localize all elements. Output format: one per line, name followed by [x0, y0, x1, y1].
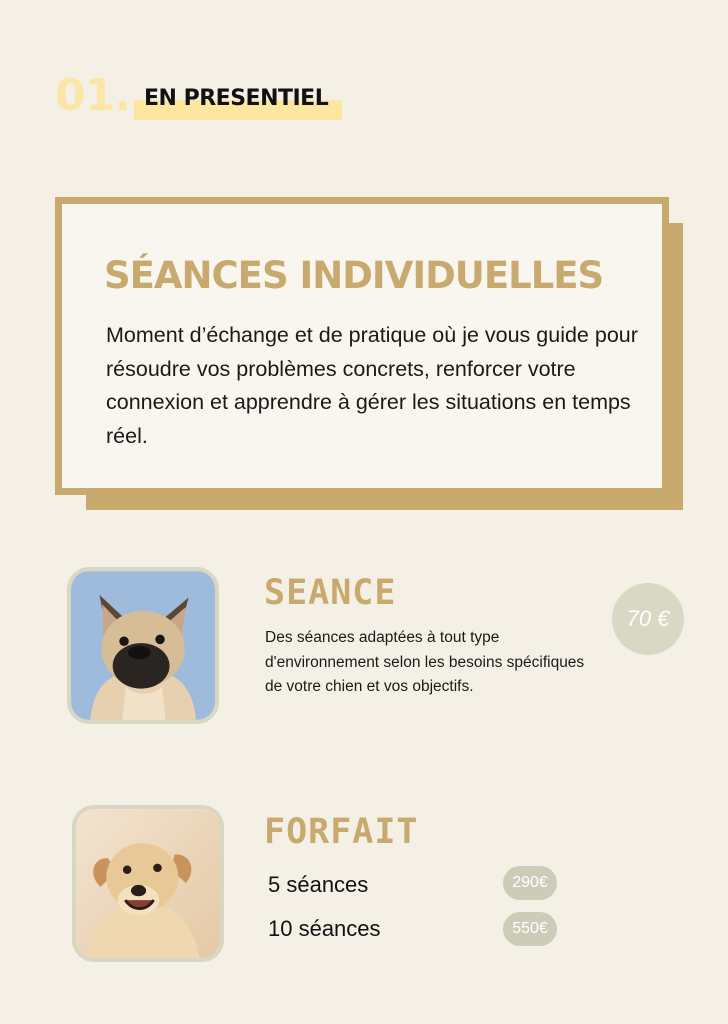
forfait-title: FORFAIT	[264, 812, 419, 852]
forfait-row-label: 10 séances	[268, 916, 381, 941]
golden-dog-illustration	[76, 809, 220, 958]
seance-title: SEANCE	[264, 573, 397, 613]
card-title: SÉANCES INDIVIDUELLES	[104, 254, 604, 297]
card-text: Moment d’échange et de pratique où je vous guide pour résoudre vos problèmes concrets, renforcer votre connexion et apprendre à gérer les situations en temps réel.	[106, 323, 638, 448]
forfait-price-pill: 550€	[503, 912, 557, 946]
french-bulldog-illustration	[71, 571, 215, 720]
forfait-price-pill: 290€	[503, 866, 557, 900]
forfait-row-label: 5 séances	[268, 872, 369, 897]
golden-dog-photo	[72, 805, 224, 962]
section-title: EN PRESENTIEL	[144, 86, 329, 111]
seance-price-badge: 70 €	[612, 583, 684, 655]
french-bulldog-photo	[67, 567, 219, 724]
seance-description: Des séances adaptées à tout type d'environnement selon les besoins spécifiques de votre chien et vos objectifs.	[265, 629, 585, 695]
section-number: 01.	[55, 70, 130, 121]
